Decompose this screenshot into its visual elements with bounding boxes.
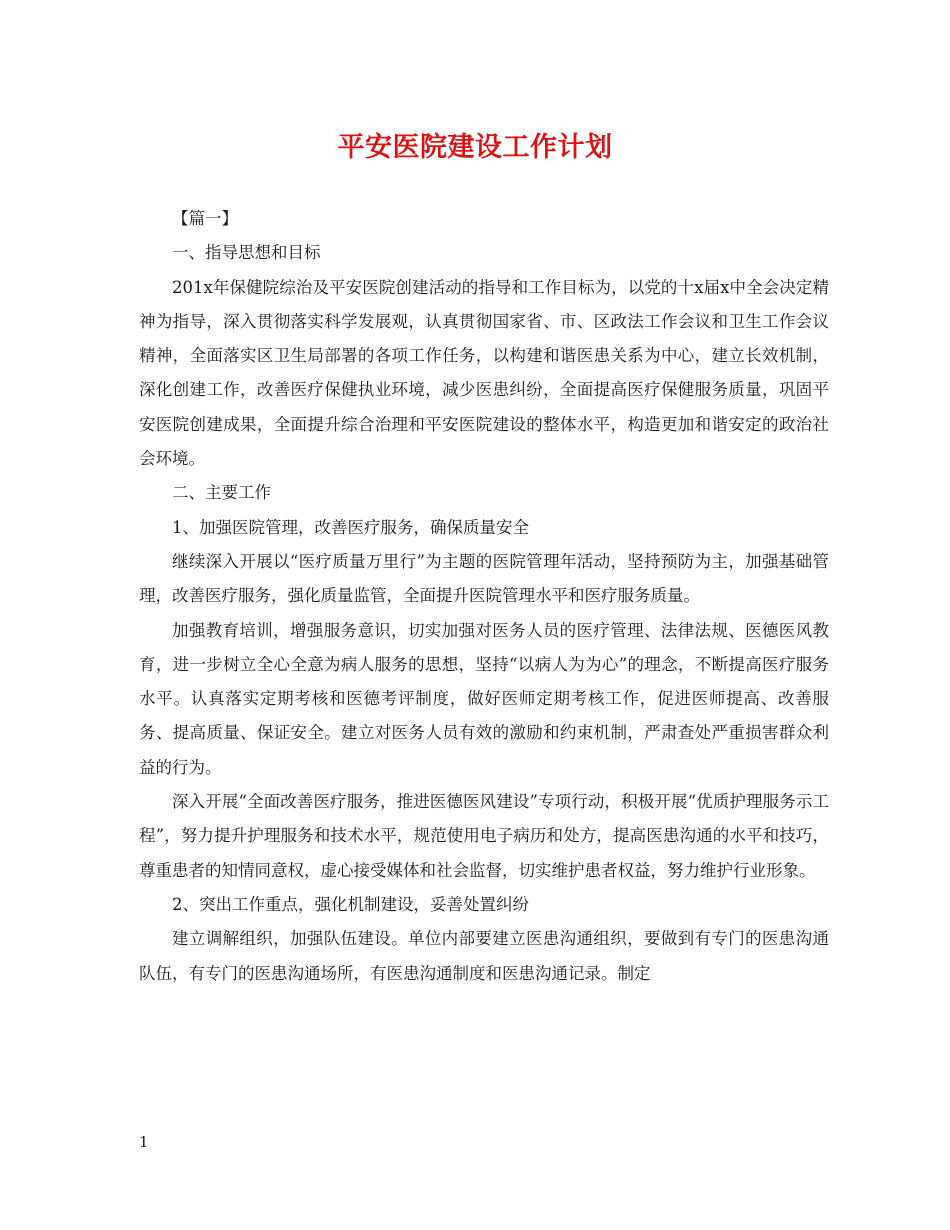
paragraph-quality-campaign: 继续深入开展以“医疗质量万里行”为主题的医院管理年活动，坚持预防为主，加强基础管理，改善医疗服务，强化质量监管，全面提升医院管理水平和医疗服务质量。 [139, 551, 829, 606]
paragraph-objectives: 201x年保健院综治及平安医院创建活动的指导和工作目标为，以党的十x届x中全会决定精神为指导，深入贯彻落实科学发展观，认真贯彻国家省、市、区政法工作会议和卫生工作会议精神，全面落实区卫生局部署的各项工作任务，以构建和谐医患关系为中心，建立长效机制，深化创建工作，改善医疗保健执业环境，减少医患纠纷，全面提高医疗保健服务质量，巩固平安医院创建成果，全面提升综合治理和平安医院建设的整体水平，构造更加和谐安定的政治社会环境。 [139, 277, 829, 469]
heading-main-work: 二、主要工作 [172, 483, 271, 503]
subheading-key-work: 2、突出工作重点，强化机制建设，妥善处置纠纷 [172, 894, 529, 914]
paragraph-mediation: 建立调解组织，加强队伍建设。单位内部要建立医患沟通组织，要做到有专门的医患沟通队伍，有专门的医患沟通场所，有医患沟通制度和医患沟通记录。制定 [139, 929, 829, 983]
paragraph-education-training: 加强教育培训，增强服务意识，切实加强对医务人员的医疗管理、法律法规、医德医风教育，进一步树立全心全意为病人服务的思想，坚持“以病人为为心”的理念，不断提高医疗服务水平。认真落实定期考核和医德考评制度，做好医师定期考核工作，促进医师提高、改善服务、提高质量、保证安全。建立对医务人员有效的激励和约束机制，严肃查处严重损害群众利益的行为。 [139, 620, 829, 777]
paragraph-service-improvement: 深入开展“全面改善医疗服务，推进医德医风建设”专项行动，积极开展“优质护理服务示工程”，努力提升护理服务和技术水平，规范使用电子病历和处方，提高医患沟通的水平和技巧，尊重患者的知情同意权，虚心接受媒体和社会监督，切实维护患者权益，努力维护行业形象。 [139, 792, 829, 880]
section-label: 【篇一】 [172, 209, 238, 228]
document-body [139, 202, 829, 991]
document-title: 平安医院建设工作计划 [337, 132, 613, 163]
subheading-hospital-management: 1、加强医院管理，改善医疗服务，确保质量安全 [172, 517, 529, 537]
heading-guiding-ideology: 一、指导思想和目标 [172, 243, 321, 263]
page-number: 1 [139, 1133, 149, 1151]
